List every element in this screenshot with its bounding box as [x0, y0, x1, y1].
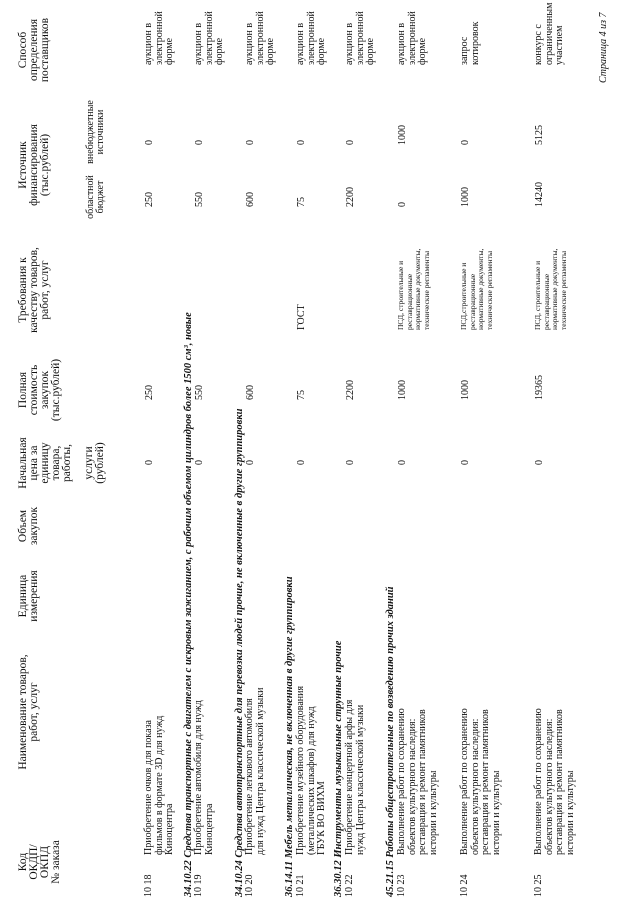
- row-21-price: 0: [296, 460, 307, 465]
- row-25-code: 10 25: [533, 874, 544, 897]
- row-21-name: Приобретение музейного оборудования (металлических шкафов) для нужд ГБУК ВО ВИХМ: [295, 685, 327, 855]
- row-23-regional: 0: [397, 202, 408, 207]
- row-23-price: 0: [397, 460, 408, 465]
- row-18-price: 0: [144, 460, 155, 465]
- row-22-extra: 0: [345, 140, 356, 145]
- row-25-name: Выполнение работ по сохранению объектов культурного наследия: реставрация и ремонт памятников истории и культуры: [533, 708, 576, 855]
- row-21-code: 10 21: [295, 874, 306, 897]
- row-24-total: 1000: [460, 380, 471, 400]
- row-23-requirements: ПСД, строительные и реставрационные нормативные документы, технические регламенты: [396, 248, 431, 330]
- row-24-name: Выполнение работ по сохранению объектов культурного наследия: реставрация и ремонт памятников истории и культуры: [459, 708, 502, 855]
- page-number: Страница 4 из 7: [598, 12, 609, 83]
- row-21-requirements: ГОСТ: [296, 304, 307, 330]
- row-19-name: Приобретение автомобиля для нужд Киноцентра: [193, 700, 215, 855]
- row-24-code: 10 24: [459, 874, 470, 897]
- row-20-price: 0: [245, 460, 256, 465]
- row-19-price: 0: [194, 460, 205, 465]
- row-25-extra: 5125: [534, 125, 545, 145]
- row-20-regional: 600: [245, 192, 256, 207]
- row-25-method: конкурс с ограниченным участием: [533, 2, 565, 65]
- row-19-code: 10 19: [193, 874, 204, 897]
- row-20-name: Приобретение легкового автомобиля для нужд Центра классической музыки: [244, 687, 266, 855]
- header-requirements: Требования к качеству товаров, работ, услуг: [17, 247, 51, 333]
- row-18-total: 250: [144, 385, 155, 400]
- group-36-14-11: 36.14.11 Мебель металлическая, не включенная в другие группировки: [284, 576, 295, 897]
- row-24-requirements: ПСД,строительные и реставрационные нормативные документы, технические регламенты: [459, 248, 494, 330]
- row-18-method: аукцион в электронной форме: [143, 11, 175, 65]
- row-19-regional: 550: [194, 192, 205, 207]
- row-20-total: 600: [245, 385, 256, 400]
- header-code: Код ОКДП/ ОКПД № заказа: [17, 840, 62, 884]
- row-19-method: аукцион в электронной форме: [193, 11, 225, 65]
- row-23-total: 1000: [397, 380, 408, 400]
- header-source: Источник финансирования (тыс.рублей): [17, 124, 51, 206]
- group-45-21-15: 45.21.15 Работы общестроительные по возведению прочих зданий: [385, 586, 396, 897]
- row-22-regional: 2200: [345, 187, 356, 207]
- row-18-regional: 250: [144, 192, 155, 207]
- row-21-regional: 75: [296, 197, 307, 207]
- row-19-total: 550: [194, 385, 205, 400]
- row-22-total: 2200: [345, 380, 356, 400]
- row-24-method: запрос котировок: [459, 21, 481, 65]
- row-20-code: 10 20: [244, 874, 255, 897]
- row-20-method: аукцион в электронной форме: [244, 11, 276, 65]
- row-23-name: Выполнение работ по сохранению объектов культурного наследия: реставрация и ремонт памятников истории и культуры: [396, 708, 439, 855]
- header-total: Полная стоимость закупок (тыс.рублей): [17, 358, 62, 422]
- row-24-extra: 0: [460, 140, 471, 145]
- row-21-method: аукцион в электронной форме: [295, 11, 327, 65]
- row-21-extra: 0: [296, 140, 307, 145]
- row-21-total: 75: [296, 390, 307, 400]
- row-24-price: 0: [460, 460, 471, 465]
- row-25-total: 19365: [534, 375, 545, 400]
- row-25-regional: 14240: [534, 182, 545, 207]
- header-price: Начальная цена за единицу товара, работы, услуги (рублей): [17, 437, 106, 489]
- group-34-10-22: 34.10.22 Средства транспортные с двигателем с искровым зажиганием, с рабочим объемом цилиндров более 1500 см³, новые: [183, 312, 194, 897]
- row-23-method: аукцион в электронной форме: [396, 11, 428, 65]
- header-method: Способ определения поставщиков: [17, 17, 51, 83]
- row-18-code: 10 18: [143, 874, 154, 897]
- group-34-10-24: 34.10.24 Средства автотранспортные для перевозки людей прочие, не включенные в другие группировки: [234, 408, 245, 897]
- row-24-regional: 1000: [460, 187, 471, 207]
- row-18-extra: 0: [144, 140, 155, 145]
- row-22-name: Приобретение концертной арфы для нужд Центра классической музыки: [344, 699, 366, 855]
- header-source-regional: областной бюджет: [85, 175, 106, 219]
- row-18-name: Приобретение очков для показа фильмов в формате 3D для нужд Киноцентра: [143, 715, 175, 855]
- row-22-code: 10 22: [344, 874, 355, 897]
- header-unit: Единица измерения: [17, 570, 40, 622]
- row-23-extra: 1000: [397, 125, 408, 145]
- row-19-extra: 0: [194, 140, 205, 145]
- group-36-30-12: 36.30.12 Инструменты музыкальные струнные прочие: [333, 640, 344, 897]
- row-22-price: 0: [345, 460, 356, 465]
- header-name: Наименование товаров, работ, услуг: [17, 654, 40, 770]
- header-volume: Объем закупок: [17, 506, 40, 546]
- row-23-code: 10 23: [396, 874, 407, 897]
- header-source-extra: внебюджетные источники: [85, 100, 106, 164]
- row-22-method: аукцион в электронной форме: [344, 11, 376, 65]
- row-20-extra: 0: [245, 140, 256, 145]
- row-25-price: 0: [534, 460, 545, 465]
- row-25-requirements: ПСД, строительные и реставрационные нормативные документы, технические регламенты: [533, 248, 568, 330]
